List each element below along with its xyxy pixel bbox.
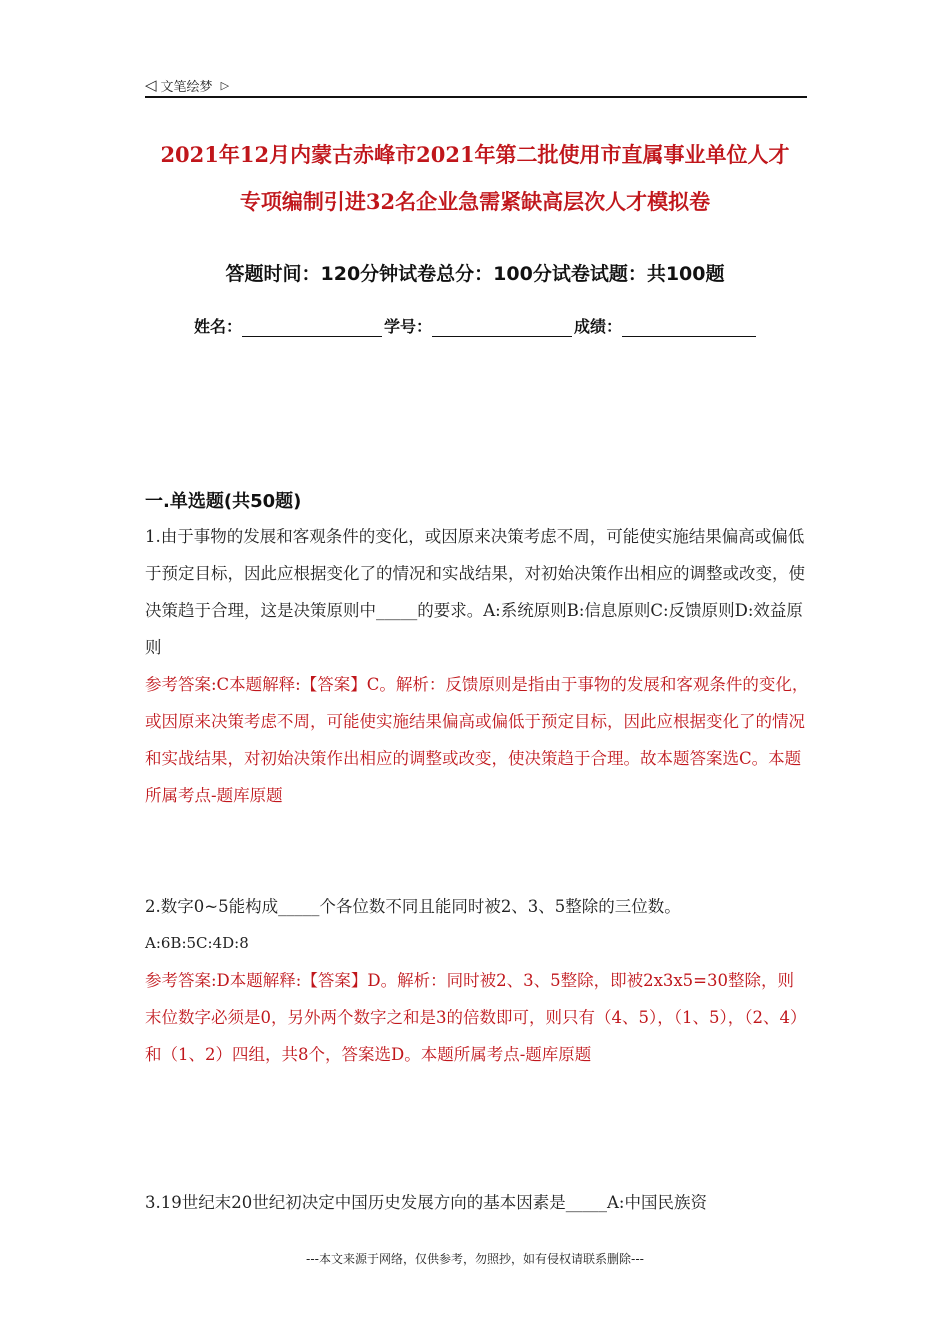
student-fields bbox=[194, 314, 758, 337]
page-footer: ---本文来源于网络，仅供参考，勿照抄，如有侵权请联系删除--- bbox=[306, 1252, 644, 1266]
question-answer: 参考答案:C本题解释:【答案】C。解析：反馈原则是指由于事物的发展和客观条件的变化，或因原来决策考虑不周，可能使实施结果偏高或偏低于预定目标，因此应根据变化了的情况和实战结果，对初始决策作出相应的调整或改变，使决策趋于合理。故本题答案选C。本题所属考点-题库原题 bbox=[145, 675, 809, 805]
triangle-right-icon: ▷ bbox=[220, 78, 230, 92]
header-brand: 文笔绘梦 bbox=[160, 79, 213, 95]
question-stem: 3.19世纪末20世纪初决定中国历史发展方向的基本因素是_____A:中国民族资 bbox=[145, 1193, 707, 1212]
page-header bbox=[145, 74, 807, 98]
triangle-left-icon: ◁ bbox=[145, 76, 157, 94]
question-3 bbox=[145, 1184, 810, 1221]
name-label: 姓名： bbox=[194, 317, 243, 336]
question-2 bbox=[145, 888, 810, 1073]
id-label: 学号： bbox=[384, 317, 433, 336]
doc-title-line1: 2021年12月内蒙古赤峰市2021年第二批使用市直属事业单位人才 bbox=[160, 142, 790, 167]
question-1 bbox=[145, 518, 810, 814]
section-heading: 一.单选题(共50题) bbox=[145, 491, 302, 512]
question-options: A:6B:5C:4D:8 bbox=[145, 934, 249, 952]
question-stem: 1.由于事物的发展和客观条件的变化，或因原来决策考虑不周，可能使实施结果偏高或偏低于预定目标，因此应根据变化了的情况和实战结果，对初始决策作出相应的调整或改变，使决策趋于合理，这是决策原则中_____的要求。A:系统原则B:信息原则C:反馈原则D:效益原则 bbox=[145, 527, 805, 657]
id-blank[interactable] bbox=[432, 318, 572, 337]
question-stem: 2.数字0~5能构成_____个各位数不同且能同时被2、3、5整除的三位数。 bbox=[145, 897, 681, 916]
score-label: 成绩： bbox=[574, 317, 623, 336]
name-blank[interactable] bbox=[242, 318, 382, 337]
question-answer: 参考答案:D本题解释:【答案】D。解析：同时被2、3、5整除，即被2x3x5=30整除，则末位数字必须是0，另外两个数字之和是3的倍数即可，则只有（4、5），（1、5），（2、4）和（1、2）四组，共8个，答案选D。本题所属考点-题库原题 bbox=[145, 971, 807, 1064]
score-blank[interactable] bbox=[622, 318, 756, 337]
exam-meta: 答题时间：120分钟试卷总分：100分试卷试题：共100题 bbox=[225, 263, 725, 285]
doc-title-line2: 专项编制引进32名企业急需紧缺高层次人才模拟卷 bbox=[239, 189, 711, 214]
